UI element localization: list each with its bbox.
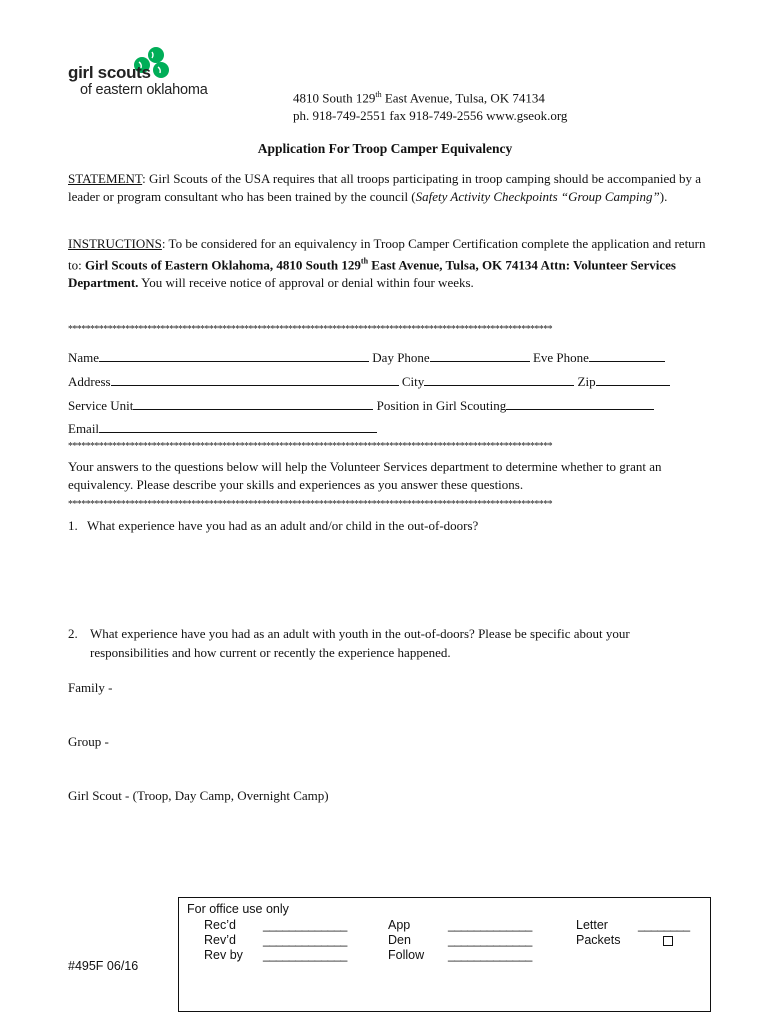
position-label: Position in Girl Scouting [376, 398, 507, 413]
group-label: Group - [68, 734, 109, 749]
service-unit-row [68, 396, 708, 414]
recd-label: Rec’d [204, 918, 236, 932]
statement-label: STATEMENT [68, 171, 143, 186]
name-row [68, 348, 708, 366]
intro-paragraph: Your answers to the questions below will help the Volunteer Services department to determine whether to grant an equivalency. Please describe your skills and experiences as you answer these questions. [68, 459, 662, 492]
service-unit-label: Service Unit [68, 398, 134, 413]
email-field[interactable] [99, 419, 377, 433]
logo-line2: of eastern oklahoma [80, 82, 208, 98]
family-label: Family - [68, 680, 113, 695]
zip-label: Zip [577, 374, 596, 389]
address-label: Address [68, 374, 111, 389]
question-number: 2. [68, 626, 78, 641]
app-label: App [388, 918, 411, 932]
instructions-label: INSTRUCTIONS [68, 236, 162, 251]
address-field[interactable] [111, 372, 399, 386]
recd-blank[interactable]: _____________ [263, 918, 347, 932]
separator-line: ************************************************************************************************************** [68, 441, 553, 452]
address-row [68, 372, 708, 390]
eve-phone-label: Eve Phone [532, 350, 589, 365]
separator-line: ************************************************************************************************************** [68, 324, 553, 335]
letter-label: Letter [576, 918, 608, 932]
instructions-paragraph: INSTRUCTIONS: To be considered for an equivalency in Troop Camper Certification complete the application and return to: Girl Scouts of Eastern Oklahoma, 4810 South 129th East Avenue, Tulsa, OK 74134 Attn: Volunteer Services Department. You will receive notice of approval or denial within four weeks. [68, 236, 706, 291]
office-use-box [178, 897, 711, 1012]
den-label: Den [388, 933, 411, 947]
girl-scouts-logo [68, 46, 248, 106]
address-line1: 4810 South 129th East Avenue, Tulsa, OK 74134 [293, 90, 545, 106]
app-blank[interactable]: _____________ [448, 918, 532, 932]
packets-label: Packets [576, 933, 621, 947]
zip-field[interactable] [596, 372, 670, 386]
packets-checkbox[interactable] [663, 936, 673, 946]
email-row [68, 419, 708, 437]
question-text: What experience have you had as an adult and/or child in the out-of-doors? [87, 518, 479, 533]
follow-blank[interactable]: _____________ [448, 948, 532, 962]
office-heading: For office use only [187, 902, 289, 916]
rev-by-blank[interactable]: _____________ [263, 948, 347, 962]
follow-label: Follow [388, 948, 425, 962]
email-label: Email [68, 421, 100, 436]
city-label: City [401, 374, 425, 389]
service-unit-field[interactable] [133, 396, 373, 410]
revd-blank[interactable]: _____________ [263, 933, 347, 947]
question-number: 1. [68, 518, 78, 533]
name-label: Name [68, 350, 100, 365]
day-phone-label: Day Phone [372, 350, 430, 365]
revd-label: Rev’d [204, 933, 236, 947]
statement-paragraph: STATEMENT: Girl Scouts of the USA requires that all troops participating in troop camping should be accompanied by a leader or program consultant who has been trained by the council (Safety Activity Checkpoints “Group Camping”). [68, 171, 702, 204]
page-title: Application For Troop Camper Equivalency [257, 141, 513, 156]
question-text: What experience have you had as an adult with youth in the out-of-doors? Please be specific about your responsibilities and how current or recently the experience happened. [90, 626, 630, 660]
separator-line: ************************************************************************************************************** [68, 499, 553, 510]
rev-by-label: Rev by [204, 948, 243, 962]
day-phone-field[interactable] [430, 348, 530, 362]
logo-line1: girl scouts [68, 63, 151, 82]
position-field[interactable] [506, 396, 654, 410]
den-blank[interactable]: _____________ [448, 933, 532, 947]
question-1 [68, 516, 708, 535]
contact-line: ph. 918-749-2551 fax 918-749-2556 www.gseok.org [293, 108, 568, 124]
girl-scout-label: Girl Scout - (Troop, Day Camp, Overnight Camp) [68, 788, 329, 803]
form-number: #495F 06/16 [68, 959, 139, 973]
city-field[interactable] [424, 372, 574, 386]
council-address [293, 86, 567, 125]
eve-phone-field[interactable] [589, 348, 665, 362]
question-2 [68, 624, 708, 662]
letter-blank[interactable]: ________ [638, 918, 690, 932]
name-field[interactable] [99, 348, 369, 362]
